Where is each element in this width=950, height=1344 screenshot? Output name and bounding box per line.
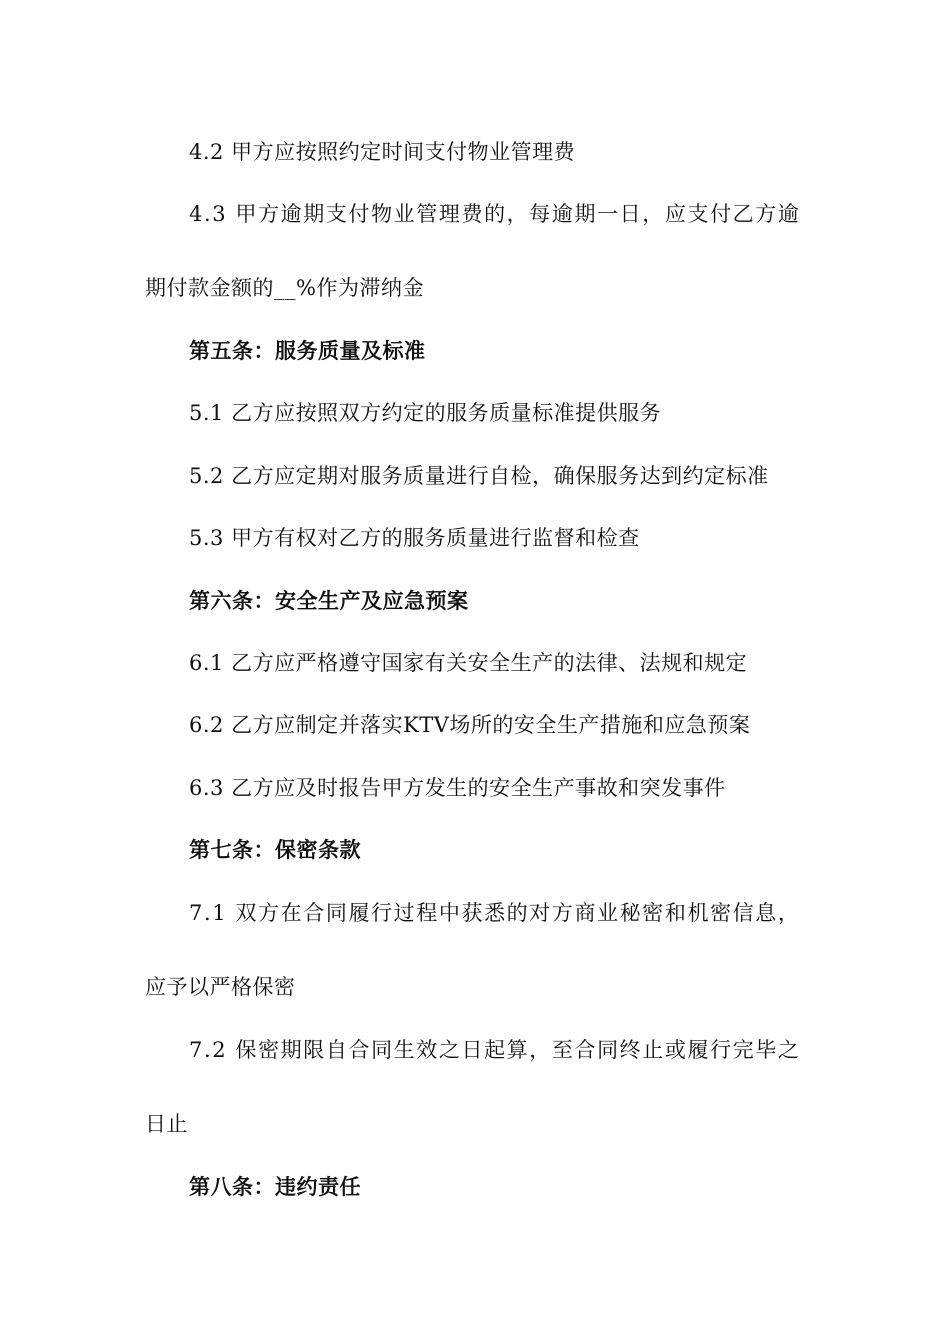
clause-7-2-line-2: 日止 <box>145 1112 188 1136</box>
clause-7-2-line-1: 7.2 保密期限自合同生效之日起算，至合同终止或履行完毕之 <box>189 1038 801 1062</box>
section-heading-article-6: 第六条：安全生产及应急预案 <box>189 589 469 613</box>
clause-7-1-line-1: 7.1 双方在合同履行过程中获悉的对方商业秘密和机密信息， <box>189 901 801 925</box>
clause-4-3-line-1: 4.3 甲方逾期支付物业管理费的，每逾期一日，应支付乙方逾 <box>189 202 801 226</box>
clause-5-1: 5.1 乙方应按照双方约定的服务质量标准提供服务 <box>189 401 662 425</box>
clause-6-3: 6.3 乙方应及时报告甲方发生的安全生产事故和突发事件 <box>189 776 726 800</box>
clause-7-1-line-2: 应予以严格保密 <box>145 975 296 999</box>
section-heading-article-7: 第七条：保密条款 <box>189 838 361 862</box>
clause-6-1: 6.1 乙方应严格遵守国家有关安全生产的法律、法规和规定 <box>189 651 748 675</box>
clause-6-2: 6.2 乙方应制定并落实KTV场所的安全生产措施和应急预案 <box>189 713 751 737</box>
section-heading-article-5: 第五条：服务质量及标准 <box>189 339 426 363</box>
section-heading-article-8: 第八条：违约责任 <box>189 1175 361 1199</box>
clause-4-3-line-2: 期付款金额的__%作为滞纳金 <box>145 276 424 300</box>
clause-4-2: 4.2 甲方应按照约定时间支付物业管理费 <box>189 140 576 164</box>
clause-5-3: 5.3 甲方有权对乙方的服务质量进行监督和检查 <box>189 526 640 550</box>
clause-5-2: 5.2 乙方应定期对服务质量进行自检，确保服务达到约定标准 <box>189 464 769 488</box>
